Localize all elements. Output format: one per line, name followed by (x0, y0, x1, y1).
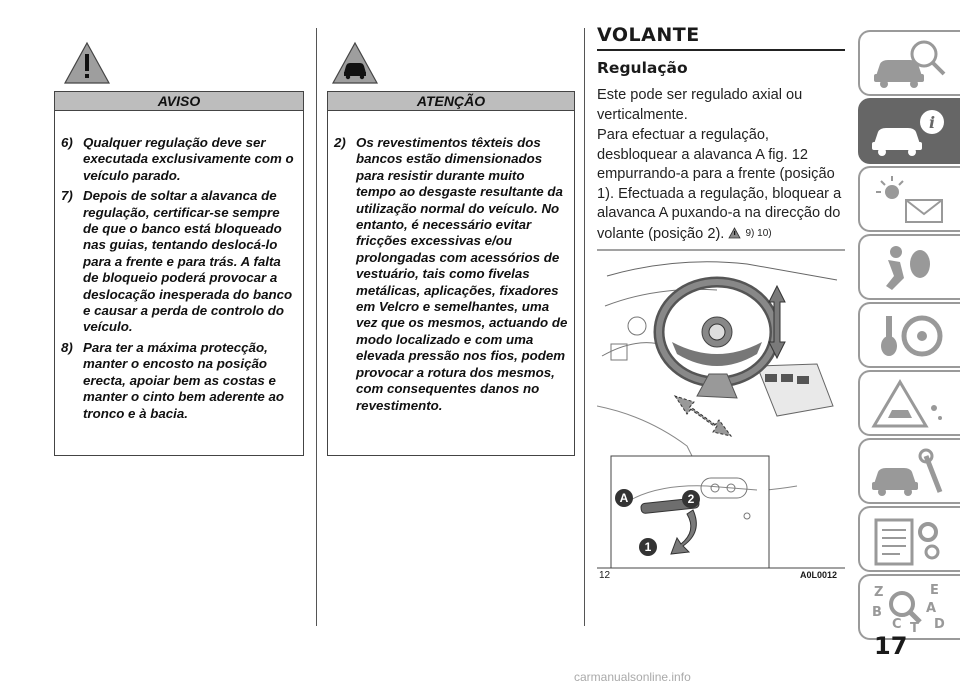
svg-text:i: i (928, 113, 936, 132)
paragraph-2 (597, 126, 847, 244)
list-item (61, 340, 297, 422)
key-steering-wheel-icon (870, 310, 950, 362)
paragraph-2-text: Para efectuar a regulação, desbloquear a alavanca A fig. 12 empurrando-a para a frente (posição 1). Efectuada a regulação, bloquear a alavanca A puxando-a na direcção do volante (posição 2). (597, 127, 842, 242)
aviso-header: AVISO (54, 91, 304, 111)
alphabet-index-icon (870, 582, 950, 634)
index-letter: D (934, 617, 945, 632)
callout-1: 1 (644, 540, 652, 554)
tab-emergency[interactable] (858, 370, 960, 436)
aviso-body (54, 111, 304, 456)
page-number: 17 (874, 632, 908, 660)
paragraph-1: Este pode ser regulado axial ou verticalmente. (597, 87, 803, 123)
watermark: carmanualsonline.info (574, 670, 691, 684)
tab-safety[interactable] (858, 234, 960, 300)
tab-car-info[interactable] (858, 98, 960, 164)
item-number: 7) (61, 188, 73, 204)
section-title: VOLANTE (597, 24, 845, 51)
tab-technical-data[interactable] (858, 506, 960, 572)
atencao-header: ATENÇÃO (327, 91, 575, 111)
list-item (61, 188, 297, 336)
figure-number: 12 (599, 570, 611, 581)
item-text: Depois de soltar a alavanca de regulação, certificar-se sempre de que o banco está bloqueado nas guias, tentando deslocá-lo para a frente e para trás. A falta de bloqueio poderá provocar a deslocação inesperada do banco e causar a perda de controlo do veículo. (83, 188, 293, 335)
index-letter: E (930, 583, 939, 598)
tab-starting-driving[interactable] (858, 302, 960, 368)
column-divider (584, 28, 585, 626)
tab-index[interactable] (858, 574, 960, 640)
item-number: 6) (61, 135, 73, 150)
list-item (61, 135, 297, 184)
callout-a: A (619, 491, 629, 505)
car-caution-triangle-icon (330, 40, 380, 86)
item-text: Para ter a máxima protecção, manter o encosto na posição erecta, apoiar bem as costas e manter o cinto bem aderente ao tronco e à bacia. (83, 339, 284, 421)
small-warning-icon (728, 227, 741, 239)
tab-dashboard[interactable] (858, 30, 960, 96)
item-number: 8) (61, 339, 73, 355)
light-envelope-icon (870, 174, 950, 226)
car-info-icon (870, 106, 950, 158)
section-subtitle: Regulação (597, 59, 688, 77)
index-letter: T (910, 621, 919, 634)
callout-2: 2 (687, 492, 695, 506)
spec-sheet-gear-icon (870, 514, 950, 566)
airbag-seat-icon (870, 242, 950, 294)
list-item (334, 135, 568, 414)
steering-wheel-figure (597, 246, 845, 572)
footnote-refs: 9) 10) (745, 227, 772, 239)
car-wrench-icon (870, 446, 950, 498)
atencao-body (327, 111, 575, 456)
index-letter: C (892, 617, 902, 632)
tab-servicing[interactable] (858, 438, 960, 504)
index-letter: A (926, 601, 937, 616)
tab-lights-messages[interactable] (858, 166, 960, 232)
warning-car-icon (870, 378, 950, 430)
item-text: Os revestimentos têxteis dos bancos estão dimensionados para resistir durante muito tempo ao desgaste resultante da utilização normal do veículo. No entanto, é necessário evitar fricções excessivas e/ou prolongadas com acessórios de vestuário, tais como fivelas metálicas, aplicações, fixadores em Velcro e semelhantes, uma vez que os mesmos, actuando de modo localizado e com uma elevada pressão nos fios, podem provocar a rotura dos mesmos, com consequentes danos no revestimento. (356, 135, 568, 413)
index-letter: B (872, 605, 882, 620)
item-number: 2) (334, 135, 346, 150)
item-text: Qualquer regulação deve ser executada exclusivamente com o veículo parado. (83, 135, 294, 183)
figure-code: A0L0012 (800, 570, 838, 580)
column-divider (316, 28, 317, 626)
warning-triangle-icon (62, 40, 112, 86)
index-letter: Z (874, 585, 884, 600)
car-gauge-icon (870, 38, 950, 90)
